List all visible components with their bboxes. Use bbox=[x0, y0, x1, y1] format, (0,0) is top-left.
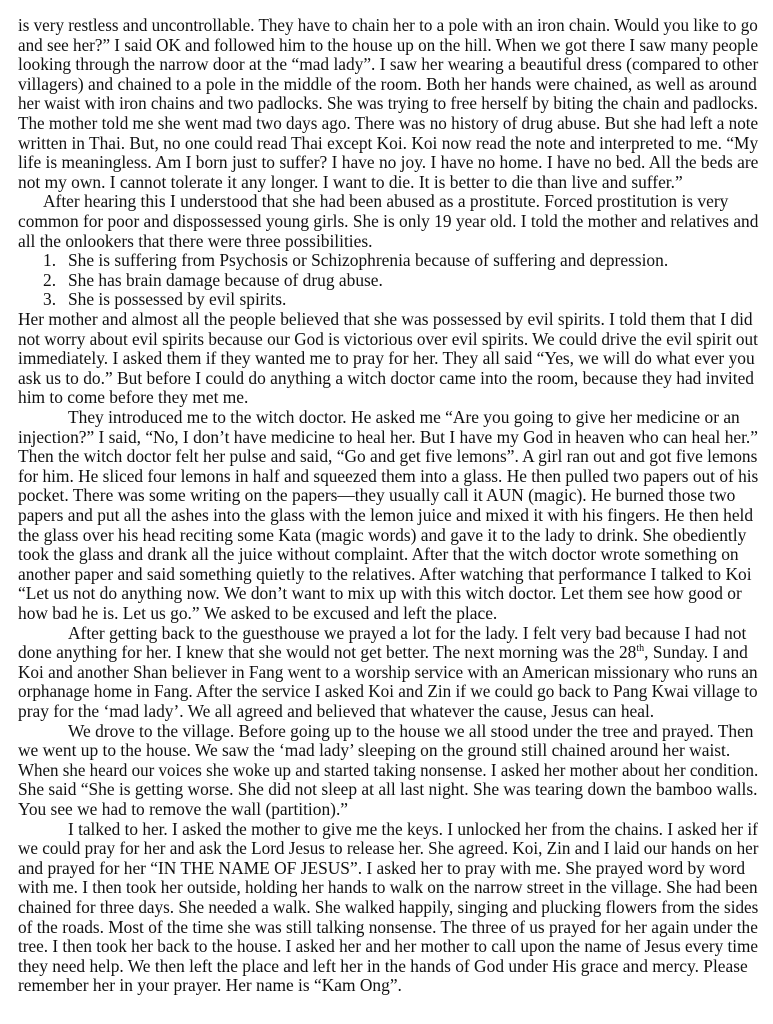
paragraph-start: After hearing this I understood that she had been abused as a prostitute. Forced prostitution is very bbox=[43, 191, 729, 212]
text-line: orphanage home in Fang. After the service I asked Koi and Zin if we could go back to Pang Kwai village to bbox=[18, 681, 758, 702]
text-line: When she heard our voices she woke up and started taking nonsense. I asked her mother about her condition. bbox=[18, 759, 759, 780]
text-line: we went up to the house. We saw the ‘mad lady’ sleeping on the ground still chained around her waist. bbox=[18, 740, 731, 761]
list-text: She has brain damage because of drug abuse. bbox=[68, 269, 383, 290]
text-line: and prayed for her “IN THE NAME OF JESUS”. I asked her to pray with me. She prayed word by word bbox=[18, 857, 746, 878]
text-line: chained for three days. She needed a walk. She walked happily, singing and plucking flowers from the sides bbox=[18, 897, 759, 917]
list-number: 3. bbox=[43, 289, 57, 310]
text-line: immediately. I asked them if they wanted me to pray for her. They all said “Yes, we will do what ever you bbox=[18, 348, 755, 369]
text-line: of the roads. Most of the time she was still talking nonsense. The three of us prayed for her again under the bbox=[18, 916, 758, 937]
text-line: written in Thai. But, no one could read Thai except Koi. Koi now read the note and interpreted to me. “My bbox=[18, 132, 759, 153]
text-line: we could pray for her and ask the Lord Jesus to release her. She agreed. Koi, Zin and I laid our hands on her bbox=[18, 838, 759, 859]
text-line: all the onlookers that there were three possibilities. bbox=[18, 230, 373, 251]
text-line: him to come before they met me. bbox=[18, 387, 249, 408]
text-line: papers and put all the ashes into the glass with the lemon juice and mixed it with his fingers. He then held bbox=[18, 505, 754, 525]
text-line bbox=[18, 643, 748, 663]
text-line: Her mother and almost all the people believed that she was possessed by evil spirits. I told them that I did bbox=[18, 309, 753, 329]
text-line: her waist with iron chains and two padlocks. She was trying to free herself by biting the chain and padlocks. bbox=[18, 93, 758, 114]
text-line: not my own. I cannot tolerate it any longer. I want to die. It is better to die than live and suffer.” bbox=[18, 171, 683, 192]
text-line: She said “She is getting worse. She did not sleep at all last night. She was tearing down the bamboo walls. bbox=[18, 779, 758, 800]
text-line: not worry about evil spirits because our God is victorious over evil spirits. We could drive the evil spirit out bbox=[18, 328, 758, 349]
text-line: ask us to do.” But before I could do anything a witch doctor came into the room, because they had invited bbox=[18, 367, 755, 388]
text-line: You see we had to remove the wall (partition).” bbox=[18, 799, 349, 819]
text-run: done anything for her. I knew that she would not get better. The next morning was the 28 bbox=[18, 642, 637, 663]
text-line: “Let us not do anything now. We don’t want to mix up with this witch doctor. Let them see how good or bbox=[18, 583, 742, 604]
text-line: injection?” I said, “No, I don’t have medicine to heal her. But I have my God in heaven who can heal her.” bbox=[18, 426, 758, 447]
text-line: villagers) and chained to a pole in the middle of the room. Both her hands were chained, as well as around bbox=[18, 73, 757, 94]
text-line: how bad he is. Let us go.” We asked to be excused and left the place. bbox=[18, 603, 498, 623]
text-line: Koi and another Shan believer in Fang went to a worship service with an American missionary who runs an bbox=[18, 661, 758, 682]
list-number: 2. bbox=[43, 269, 57, 290]
text-line: looking through the narrow door at the “mad lady”. I saw her wearing a beautiful dress (compared to other bbox=[18, 54, 759, 75]
text-line: The mother told me she went mad two days ago. There was no history of drug abuse. But she had left a note bbox=[18, 113, 759, 133]
text-line: took the glass and drank all the juice without complaint. After that the witch doctor wrote something on bbox=[18, 544, 739, 565]
paragraph-start: They introduced me to the witch doctor. He asked me “Are you going to give her medicine or an bbox=[68, 407, 740, 427]
text-line: tree. I then took her back to the house. I asked her and her mother to call upon the name of Jesus every time bbox=[18, 936, 759, 957]
text-line: with me. I then took her outside, holding her hands to walk on the narrow street in the village. She had been bbox=[18, 877, 758, 898]
text-line: and see her?” I said OK and followed him to the house up on the hill. When we got there I saw many people bbox=[18, 34, 759, 55]
text-line: Then the witch doctor felt her pulse and said, “Go and get five lemons”. A girl ran out and got five lemons bbox=[18, 446, 758, 467]
text-line: pocket. There was some writing on the papers—they usually call it AUN (magic). He burned those two bbox=[18, 485, 736, 506]
text-line: the glass over his head reciting some Kata (magic words) and gave it to the lady to drink. She obediently bbox=[18, 524, 747, 545]
text-line: is very restless and uncontrollable. They have to chain her to a pole with an iron chain. Would you like to go bbox=[18, 15, 758, 35]
text-line: common for poor and dispossessed young girls. She is only 19 year old. I told the mother and relatives and bbox=[18, 211, 759, 231]
text-line: they need help. We then left the place and left her in the hands of God under His grace and mercy. Please bbox=[18, 955, 748, 976]
text-line: life is meaningless. Am I born just to suffer? I have no joy. I have no home. I have no bed. All the beds are bbox=[18, 152, 759, 173]
text-line: another paper and said something quietly to the relatives. After watching that performance I talked to Koi bbox=[18, 563, 752, 584]
list-number: 1. bbox=[43, 250, 57, 271]
text-line: for him. He sliced four lemons in half and squeezed them into a glass. He then pulled two papers out of his bbox=[18, 465, 759, 486]
paragraph-start: We drove to the village. Before going up to the house we all stood under the tree and prayed. Then bbox=[68, 720, 754, 741]
paragraph-start: After getting back to the guesthouse we prayed a lot for the lady. I felt very bad because I had not bbox=[68, 622, 747, 643]
paragraph-start: I talked to her. I asked the mother to give me the keys. I unlocked her from the chains. I asked her if bbox=[68, 818, 758, 839]
text-line: remember her in your prayer. Her name is “Kam Ong”. bbox=[18, 975, 402, 996]
text-line: pray for the ‘mad lady’. We all agreed and believed that whatever the cause, Jesus can heal. bbox=[18, 701, 655, 721]
ordinal-suffix: th bbox=[636, 643, 645, 655]
list-text: She is suffering from Psychosis or Schizophrenia because of suffering and depression. bbox=[68, 250, 669, 271]
text-run: , Sunday. I and bbox=[644, 642, 748, 663]
list-text: She is possessed by evil spirits. bbox=[68, 289, 287, 310]
